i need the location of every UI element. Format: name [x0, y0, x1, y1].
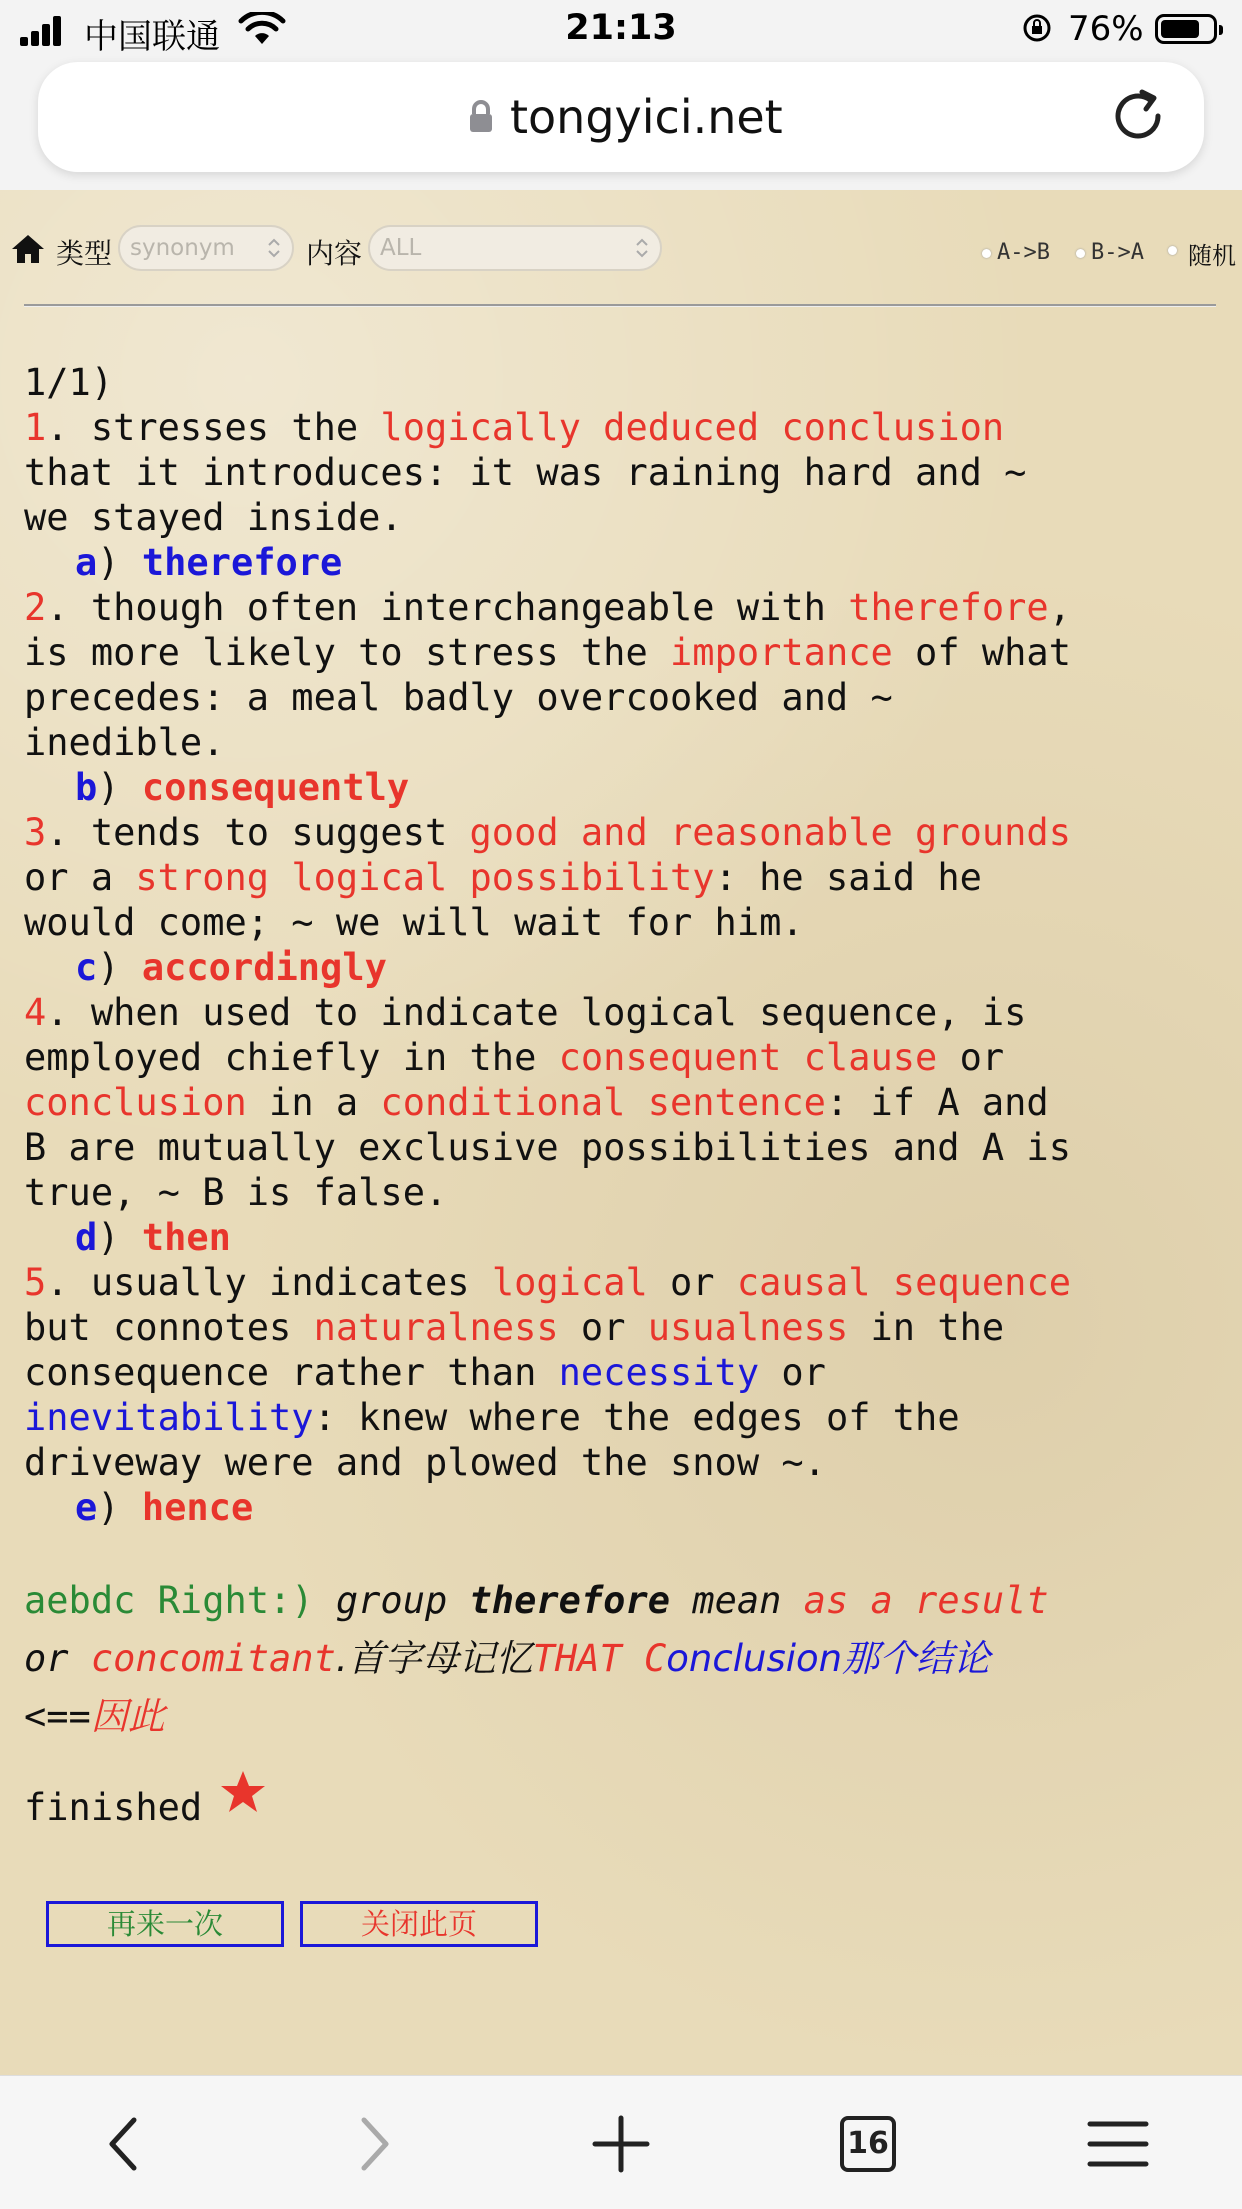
carrier-name: 中国联通 — [84, 17, 220, 57]
definition-text: or — [558, 1306, 648, 1349]
radio-a-to-b[interactable] — [982, 240, 1050, 265]
highlight-term: inevitability — [24, 1396, 314, 1439]
summary-segment: mean — [670, 1579, 804, 1622]
content-select-value: ALL — [380, 235, 422, 261]
browser-address-area — [0, 60, 1242, 190]
address-bar[interactable] — [38, 62, 1204, 172]
highlight-term: causal sequence — [736, 1261, 1071, 1304]
browser-bottom-toolbar — [0, 2075, 1242, 2209]
definition-text: but connotes — [24, 1306, 292, 1349]
home-icon[interactable] — [10, 233, 46, 265]
type-label: 类型 — [56, 237, 113, 270]
highlight-term: naturalness — [313, 1306, 559, 1349]
definition-text: , is more likely to stress the — [24, 586, 1071, 674]
retry-button[interactable]: 再来一次 — [46, 1901, 284, 1947]
finished-label: finished — [24, 1786, 203, 1829]
answer-letter: b — [75, 766, 98, 809]
type-select-value: synonym — [130, 235, 235, 261]
answer-word: hence — [141, 1486, 254, 1529]
radio-dot[interactable] — [982, 249, 991, 258]
highlight-term: necessity — [558, 1351, 760, 1394]
definition-text: . when used to indicate logical sequence, is employed chiefly in the — [24, 991, 1027, 1079]
highlight-term: good and reasonable grounds — [469, 811, 1071, 854]
menu-icon[interactable] — [1086, 2114, 1150, 2174]
definition-text: in the consequence rather than — [24, 1306, 1005, 1394]
definition-number: 4 — [24, 991, 47, 1034]
answer-line: b) consequently — [75, 766, 410, 809]
answer-line: d) then — [75, 1216, 231, 1259]
divider — [24, 304, 1216, 307]
highlight-term: logical — [491, 1261, 648, 1304]
close-page-button[interactable]: 关闭此页 — [300, 1901, 538, 1947]
definition-number: 3 — [24, 811, 47, 854]
radio-b-to-a-label: B->A — [1091, 240, 1144, 265]
answer-line: e) hence — [75, 1486, 254, 1529]
summary-segment: onclusion那个结论 — [666, 1637, 991, 1680]
definition-number: 5 — [24, 1261, 47, 1304]
lock-icon — [468, 100, 494, 134]
url-text[interactable]: tongyici.net — [510, 90, 783, 144]
definition-number: 2 — [24, 586, 47, 629]
summary-segment: as a result — [803, 1579, 1049, 1622]
definition-text: . stresses the — [46, 406, 381, 449]
orientation-lock-icon — [1022, 13, 1052, 43]
definition-text: or — [781, 1351, 826, 1394]
page-content — [0, 190, 1242, 2075]
battery-icon — [1155, 14, 1217, 44]
answer-line: c) accordingly — [75, 946, 387, 989]
definition-text: . though often interchangeable with — [46, 586, 849, 629]
definition-text: of what precedes: a meal badly overcooked and ~ inedible. — [24, 631, 1071, 764]
answer-letter: c — [75, 946, 98, 989]
highlight-term: consequent clause — [558, 1036, 938, 1079]
definition-text: : he said he would come; ~ we will wait for him. — [24, 856, 982, 944]
answer-letter: d — [75, 1216, 98, 1259]
forward-icon[interactable] — [354, 2114, 394, 2174]
answer-line: a) therefore — [75, 541, 343, 584]
status-time: 21:13 — [565, 8, 677, 48]
definition-text: or a — [24, 856, 114, 899]
answer-word: then — [141, 1216, 231, 1259]
progress-indicator: 1/1) — [24, 361, 114, 404]
summary-segment: group — [335, 1579, 470, 1622]
type-select[interactable] — [118, 225, 294, 271]
definition-number: 1 — [24, 406, 47, 449]
highlight-term: strong logical possibility — [135, 856, 715, 899]
summary-segment: .首字母记忆 — [335, 1637, 533, 1680]
summary-segment: 因此 — [90, 1695, 165, 1738]
back-icon[interactable] — [104, 2114, 144, 2174]
highlight-term: conclusion — [24, 1081, 247, 1124]
radio-a-to-b-label: A->B — [997, 240, 1050, 265]
definition-text: or — [959, 1036, 1005, 1079]
answer-word: accordingly — [141, 946, 387, 989]
definition-text: in a — [246, 1081, 381, 1124]
summary-segment: <== — [24, 1695, 91, 1738]
summary-segment: concomitant — [90, 1637, 336, 1680]
highlight-term: importance — [670, 631, 893, 674]
definition-text: or — [647, 1261, 737, 1304]
answer-word: therefore — [141, 541, 343, 584]
quiz-items — [24, 406, 1071, 1529]
definition-text: that it introduces: it was raining hard and ~ we stayed inside. — [24, 451, 1027, 539]
filter-toolbar — [0, 220, 1242, 278]
star-icon — [220, 1770, 266, 1814]
reload-icon[interactable] — [1106, 84, 1170, 148]
content-select[interactable] — [368, 225, 662, 271]
content-label: 内容 — [306, 237, 363, 270]
definition-text: : knew where the edges of the driveway were and plowed the snow ~. — [24, 1396, 960, 1484]
answer-word: consequently — [141, 766, 410, 809]
definition-text: : if A and B are mutually exclusive possibilities and A is true, ~ B is false. — [24, 1081, 1071, 1214]
highlight-term: logically deduced conclusion — [380, 406, 1005, 449]
select-chevron-icon — [634, 236, 650, 260]
select-chevron-icon — [266, 236, 282, 260]
highlight-term: conditional sentence — [380, 1081, 826, 1124]
summary-segment: aebdc Right:) — [24, 1579, 336, 1622]
definition-text: . usually indicates — [46, 1261, 492, 1304]
status-bar — [0, 0, 1242, 60]
tabs-button[interactable]: 16 — [840, 2116, 896, 2172]
highlight-term: usualness — [647, 1306, 849, 1349]
radio-b-to-a[interactable] — [1076, 240, 1144, 265]
highlight-term: therefore — [848, 586, 1049, 629]
answer-letter: e — [75, 1486, 98, 1529]
definition-text: . tends to suggest — [46, 811, 470, 854]
radio-dot[interactable] — [1076, 249, 1085, 258]
summary-segment: or — [24, 1637, 91, 1680]
quiz-content — [24, 360, 1224, 1530]
result-summary — [24, 1572, 1224, 1746]
radio-random-label: 随机 — [1188, 242, 1236, 270]
new-tab-icon[interactable] — [592, 2114, 650, 2174]
radio-random[interactable] — [1168, 246, 1177, 255]
summary-segment: therefore — [469, 1579, 671, 1622]
answer-letter: a — [75, 541, 98, 584]
battery-percent: 76% — [1068, 9, 1144, 49]
summary-segment: THAT C — [532, 1637, 667, 1680]
